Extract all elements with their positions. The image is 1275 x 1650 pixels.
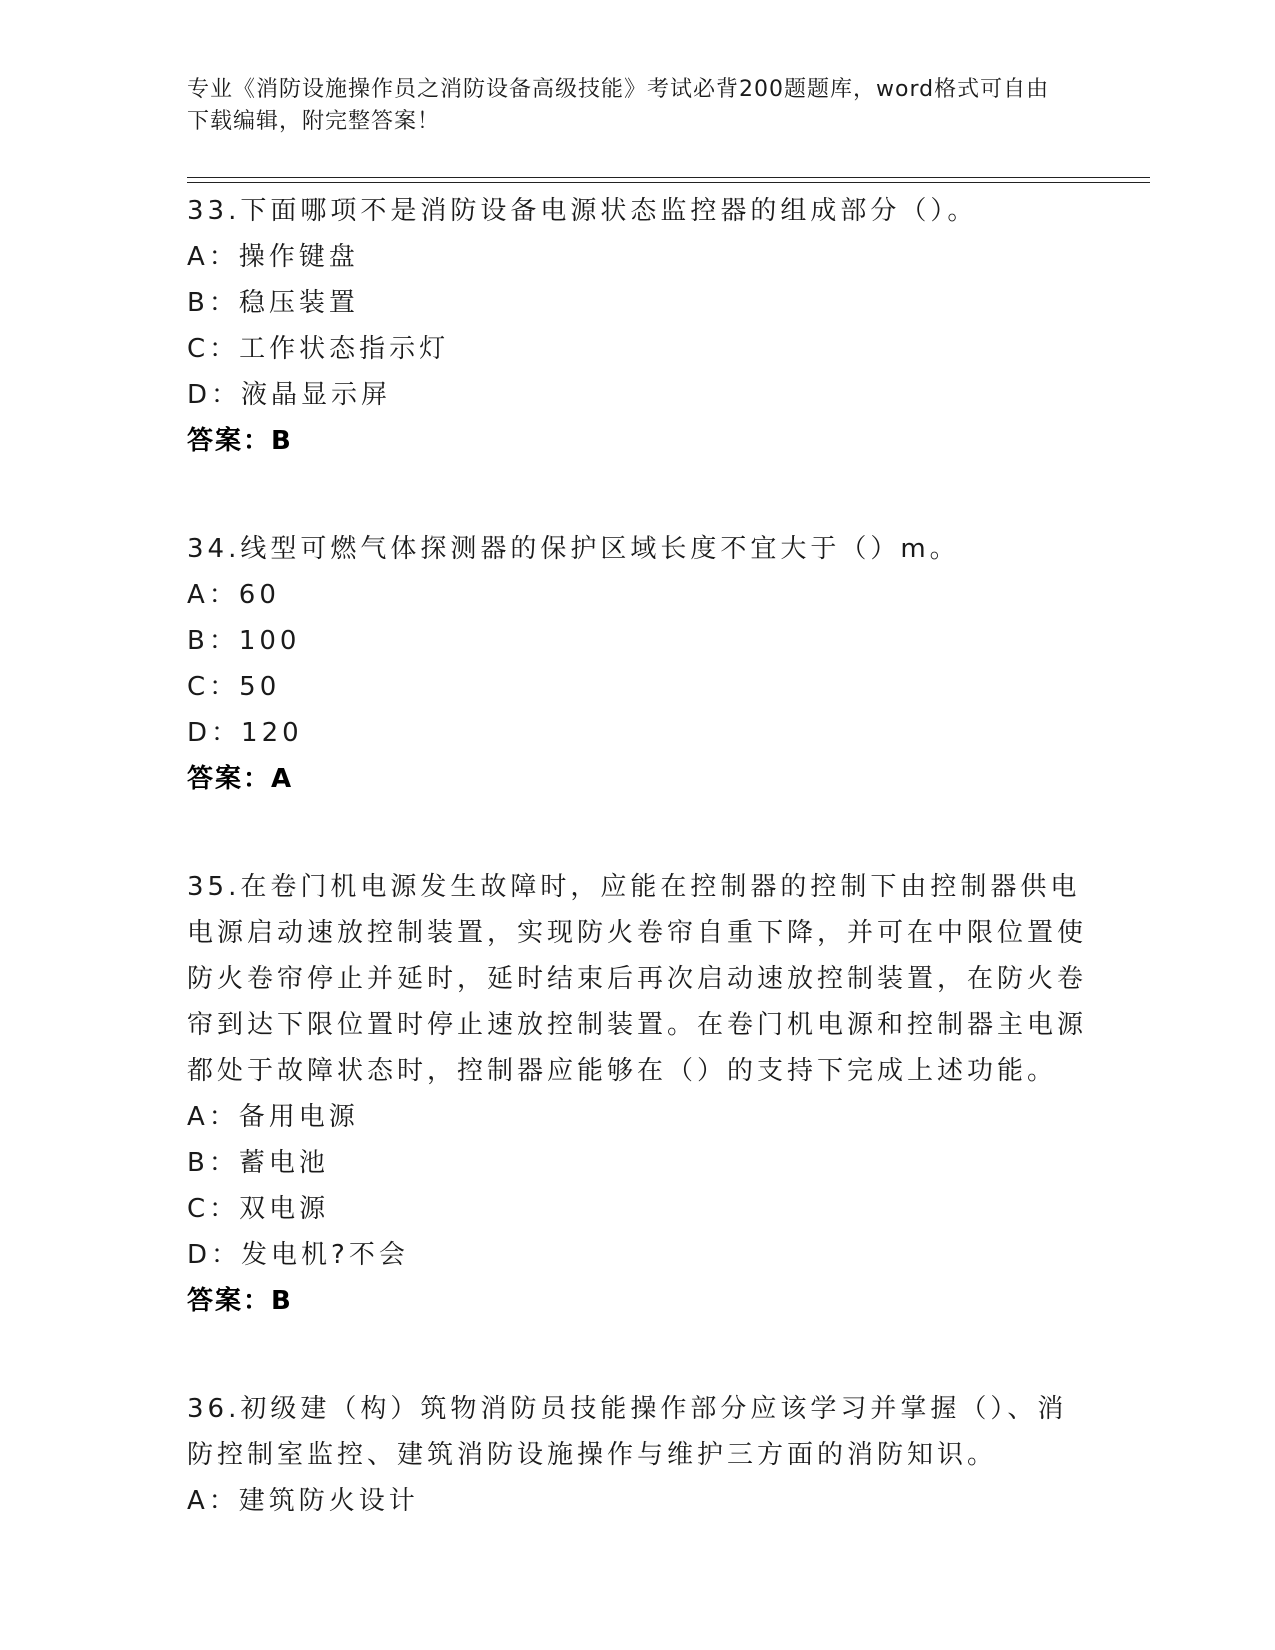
option-b: B：蓄电池 xyxy=(187,1148,329,1178)
option-c: C：50 xyxy=(187,672,281,702)
option-a: A：60 xyxy=(187,580,280,610)
header-divider-bottom xyxy=(187,182,1150,183)
question-list xyxy=(187,188,1087,1524)
option-a: A：建筑防火设计 xyxy=(187,1486,419,1516)
option-d: D：发电机?不会 xyxy=(187,1240,409,1270)
answer: 答案：B xyxy=(187,426,293,456)
question-35 xyxy=(187,864,1087,1324)
option-b: B：100 xyxy=(187,626,301,656)
option-d: D：液晶显示屏 xyxy=(187,380,392,410)
option-a: A：操作键盘 xyxy=(187,242,359,272)
question-stem: 36.初级建（构）筑物消防员技能操作部分应该学习并掌握（）、消防控制室监控、建筑消防设施操作与维护三方面的消防知识。 xyxy=(187,1394,1068,1470)
question-stem: 34.线型可燃气体探测器的保护区域长度不宜大于（）m。 xyxy=(187,534,960,564)
question-36 xyxy=(187,1386,1087,1524)
document-header: 专业《消防设施操作员之消防设备高级技能》考试必背200题题库，word格式可自由下载编辑，附完整答案！ xyxy=(187,77,1050,134)
option-d: D：120 xyxy=(187,718,303,748)
option-a: A：备用电源 xyxy=(187,1102,359,1132)
question-stem: 33.下面哪项不是消防设备电源状态监控器的组成部分（）。 xyxy=(187,196,978,226)
option-c: C：双电源 xyxy=(187,1194,330,1224)
answer: 答案：A xyxy=(187,764,294,794)
question-stem: 35.在卷门机电源发生故障时，应能在控制器的控制下由控制器供电电源启动速放控制装置，实现防火卷帘自重下降，并可在中限位置使防火卷帘停止并延时，延时结束后再次启动速放控制装置，在防火卷帘到达下限位置时停止速放控制装置。在卷门机电源和控制器主电源都处于故障状态时，控制器应能够在（）的支持下完成上述功能。 xyxy=(187,872,1088,1086)
option-b: B：稳压装置 xyxy=(187,288,359,318)
question-34 xyxy=(187,526,1087,802)
answer: 答案：B xyxy=(187,1286,293,1316)
header-divider-top xyxy=(187,177,1150,178)
option-c: C：工作状态指示灯 xyxy=(187,334,450,364)
question-33 xyxy=(187,188,1087,464)
